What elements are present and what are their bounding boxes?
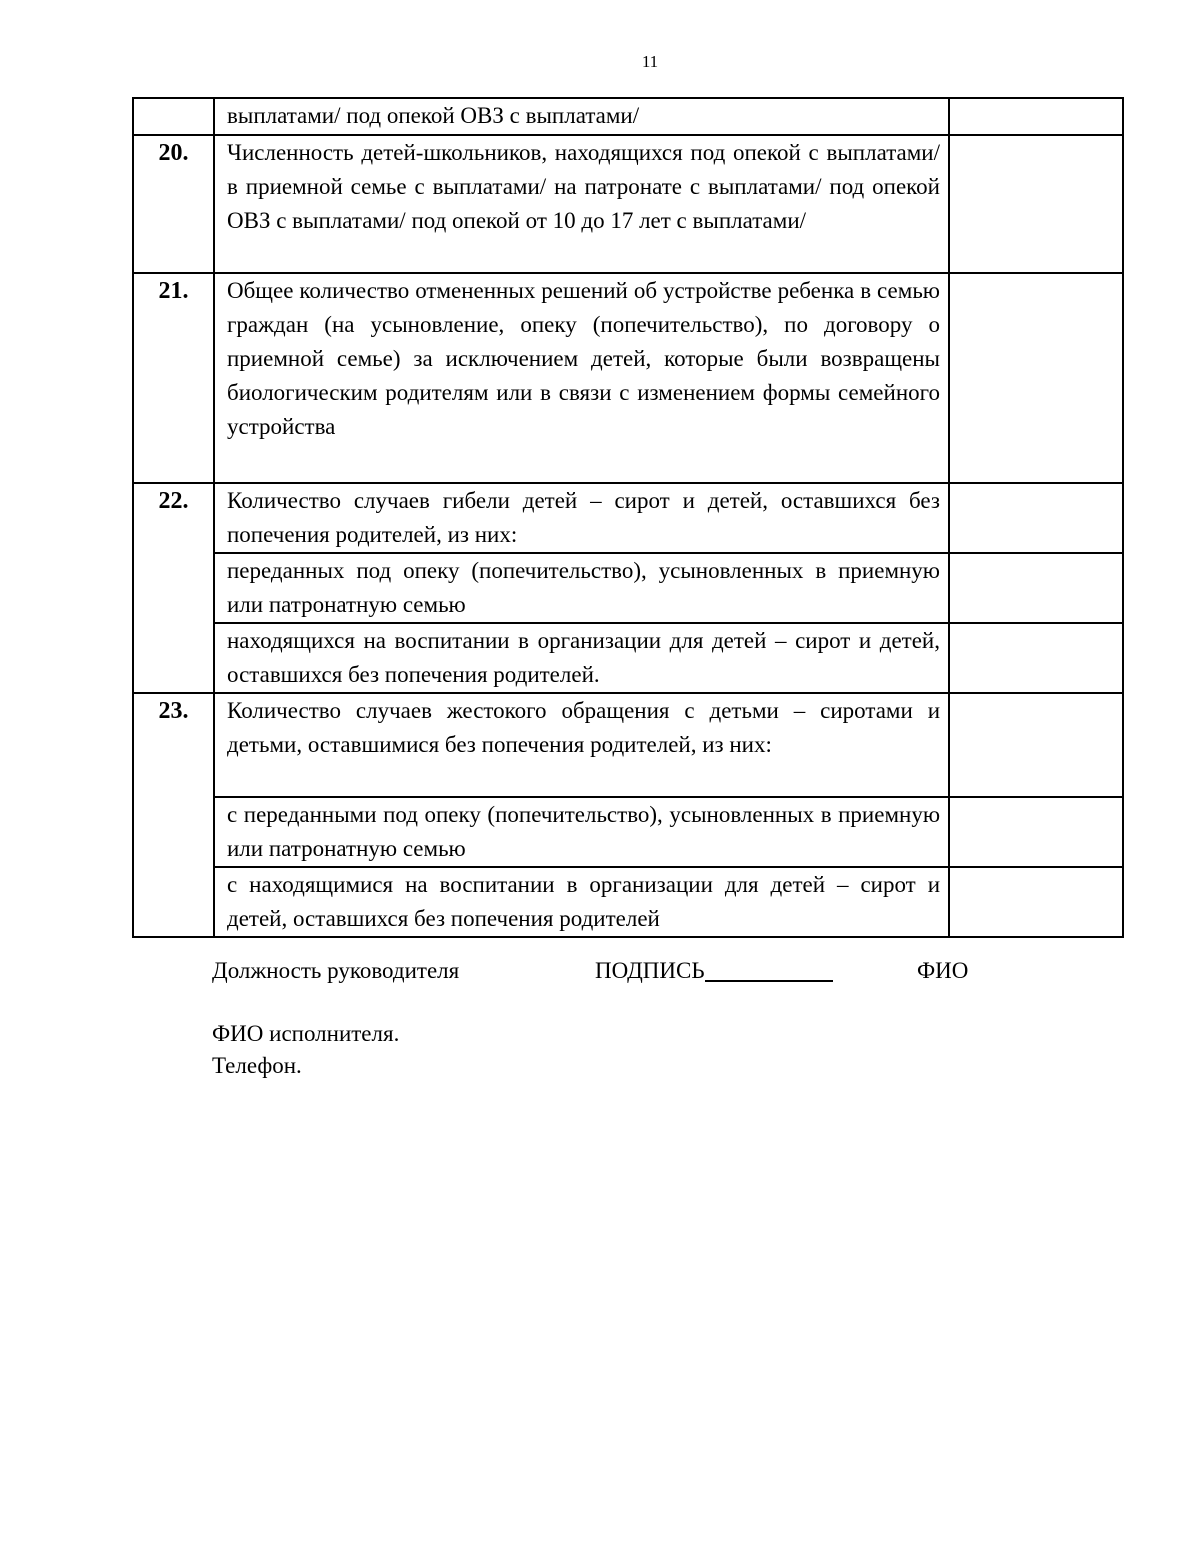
row-value-cell[interactable] <box>949 693 1123 797</box>
row-number: 20. <box>133 135 214 273</box>
table-row <box>133 483 1123 553</box>
table-row <box>133 135 1123 273</box>
table-row <box>133 693 1123 797</box>
row-value-cell[interactable] <box>949 867 1123 937</box>
row-value-cell[interactable] <box>949 98 1123 135</box>
executor-block <box>212 1018 399 1082</box>
phone-label: Телефон. <box>212 1053 302 1078</box>
table-row <box>133 273 1123 483</box>
signature-label: ПОДПИСЬ <box>595 958 705 983</box>
signature-block <box>595 958 705 984</box>
page-number: 11 <box>641 52 659 71</box>
signature-line[interactable] <box>705 958 833 982</box>
row-number <box>133 98 214 135</box>
row-description: Общее количество отмененных решений об устройстве ребенка в семью граждан (на усыновление, опеку (попечительство), по договору о приемной семье) за исключением детей, которые были возвращены биологическим родителям или в связи с изменением формы семейного устройства <box>214 273 949 483</box>
row-number: 21. <box>133 273 214 483</box>
form-table <box>132 97 1124 938</box>
row-description: Количество случаев гибели детей – сирот и детей, оставшихся без попечения родителей, из них: <box>214 483 949 553</box>
row-value-cell[interactable] <box>949 797 1123 867</box>
row-description: выплатами/ под опекой ОВЗ с выплатами/ <box>214 98 949 135</box>
table-row <box>133 623 1123 693</box>
row-value-cell[interactable] <box>949 483 1123 553</box>
row-value-cell[interactable] <box>949 553 1123 623</box>
signature-row <box>212 958 1012 988</box>
table-row <box>133 98 1123 135</box>
row-description: переданных под опеку (попечительство), усыновленных в приемную или патронатную семью <box>214 553 949 623</box>
row-number: 23. <box>133 693 214 937</box>
position-label: Должность руководителя <box>212 958 460 983</box>
table-row <box>133 797 1123 867</box>
fio-label: ФИО <box>917 958 969 983</box>
row-number: 22. <box>133 483 214 693</box>
row-description: Численность детей-школьников, находящихся под опекой с выплатами/ в приемной семье с выплатами/ на патронате с выплатами/ под опекой ОВЗ с выплатами/ под опекой от 10 до 17 лет с выплатами/ <box>214 135 949 273</box>
row-value-cell[interactable] <box>949 273 1123 483</box>
table-row <box>133 867 1123 937</box>
table-row <box>133 553 1123 623</box>
row-description: находящихся на воспитании в организации для детей – сирот и детей, оставшихся без попечения родителей. <box>214 623 949 693</box>
row-description: Количество случаев жестокого обращения с детьми – сиротами и детьми, оставшимися без попечения родителей, из них: <box>214 693 949 797</box>
row-value-cell[interactable] <box>949 135 1123 273</box>
executor-label: ФИО исполнителя. <box>212 1021 400 1046</box>
row-value-cell[interactable] <box>949 623 1123 693</box>
row-description: с находящимися на воспитании в организации для детей – сирот и детей, оставшихся без попечения родителей <box>214 867 949 937</box>
row-description: с переданными под опеку (попечительство), усыновленных в приемную или патронатную семью <box>214 797 949 867</box>
